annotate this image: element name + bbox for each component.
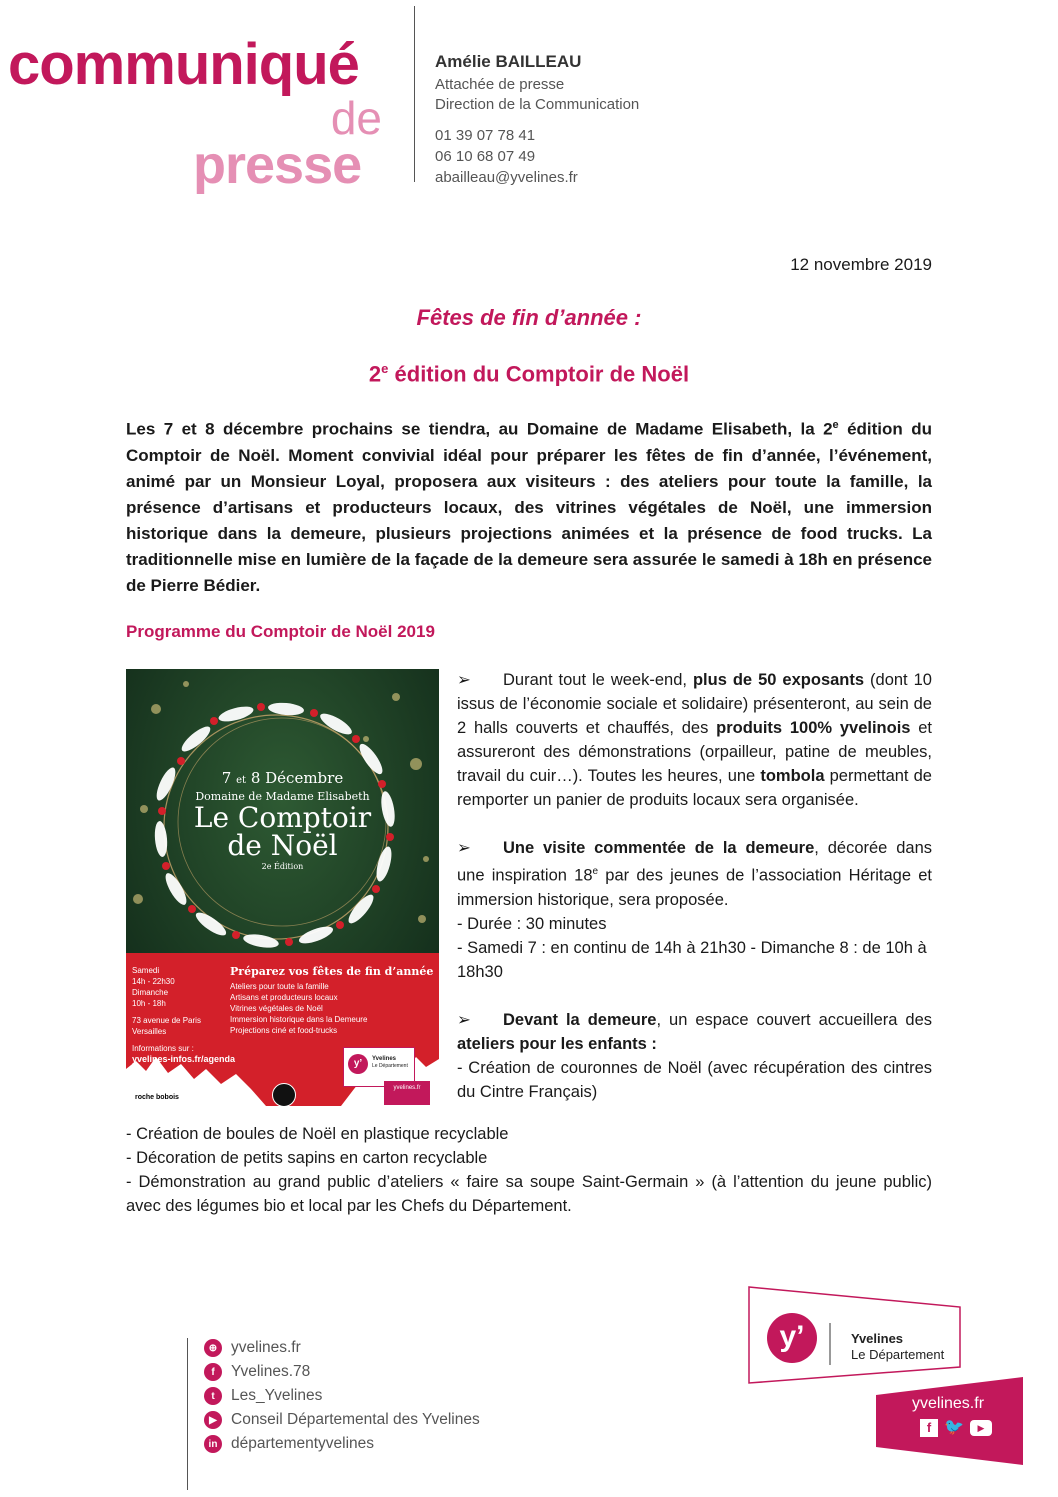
program-item-exhibitors: ➢ Durant tout le week-end, plus de 50 exposants (dont 10 issus de l’économie sociale et solidaire) présenteront, au sein de 2 halls couverts et chauffés, des produits 100% yvelinois et assureront des démonstrations (orpailleur, patine de meubles, travail du cuir…). Toutes les heures, une tombola permettant de remporter un panier de produits locaux sera organisée. [457, 668, 932, 812]
poster-url-tab: yvelines.fr [384, 1081, 430, 1105]
social-facebook[interactable] [204, 1360, 310, 1384]
poster-partner-logo [272, 1083, 296, 1106]
document-date: 12 novembre 2019 [790, 255, 932, 274]
youtube-icon: ▶ [204, 1411, 222, 1429]
event-poster [126, 669, 439, 1106]
twitter-icon: 🐦 [944, 1419, 964, 1436]
poster-badge-logo-icon: y’ [348, 1054, 368, 1074]
logo-word-communique: communiqué [8, 32, 359, 97]
tour-duration: - Durée : 30 minutes [457, 914, 607, 933]
poster-schedule-line: Versailles [132, 1027, 167, 1036]
workshop-item: - Création de boules de Noël en plastique recyclable [126, 1125, 509, 1143]
social-website[interactable] [204, 1336, 301, 1360]
contact-department: Direction de la Communication [435, 96, 640, 113]
program-item-guided-tour: ➢ Une visite commentée de la demeure, décorée dans une inspiration 18e par des jeunes de l’association Héritage et immersion historique, sera proposée. [457, 836, 932, 912]
youtube-icon: ▶ [970, 1420, 992, 1436]
document-title-line-2: 2e édition du Comptoir de Noël [368, 361, 690, 387]
poster-title-1: Le Comptoir [193, 801, 372, 834]
program-item-workshops: ➢ Devant la demeure, un espace couvert accueillera des ateliers pour les enfants : [457, 1008, 932, 1056]
poster-schedule-line: Samedi [132, 966, 160, 975]
social-label: départementyvelines [231, 1435, 375, 1452]
poster-activity: Projections ciné et food-trucks [230, 1026, 338, 1035]
contact-role: Attachée de presse [435, 76, 565, 93]
bullet-arrow-icon: ➢ [457, 1010, 471, 1029]
social-label: Les_Yvelines [231, 1387, 323, 1404]
footer-divider [187, 1338, 188, 1490]
document-title-line-1: Fêtes de fin d’année : [416, 305, 642, 330]
workshop-item: - Démonstration au grand public d’ateliers « faire sa soupe Saint-Germain » (à l’attention du jeune public) avec des légumes bio et local par les Chefs du Département. [126, 1173, 932, 1215]
poster-schedule-line: 73 avenue de Paris [132, 1016, 201, 1025]
poster-schedule-line: Dimanche [132, 988, 169, 997]
poster-artwork [126, 669, 439, 1106]
poster-schedule [132, 965, 212, 1037]
logo-word-presse: presse [193, 135, 362, 195]
header-divider [414, 6, 415, 182]
brand-url: yvelines.fr [912, 1395, 985, 1412]
yvelines-brand-card [747, 1285, 962, 1385]
social-twitter[interactable] [204, 1384, 322, 1408]
bullet-arrow-icon: ➢ [457, 839, 471, 857]
poster-info-label: Informations sur : [132, 1044, 194, 1053]
contact-name: Amélie BAILLEAU [435, 52, 582, 71]
poster-schedule-line: 14h - 22h30 [132, 977, 175, 986]
social-label: Conseil Départemental des Yvelines [231, 1411, 480, 1428]
bullet-arrow-icon: ➢ [457, 671, 471, 689]
poster-activity: Ateliers pour toute la famille [230, 982, 329, 991]
workshop-list-continued [126, 1122, 932, 1218]
brand-social-icons [920, 1419, 992, 1437]
contact-email[interactable]: abailleau@yvelines.fr [435, 169, 578, 186]
poster-heading: Préparez vos fêtes de fin d’année [230, 965, 434, 978]
facebook-icon: f [920, 1419, 938, 1437]
workshop-item: - Décoration de petits sapins en carton recyclable [126, 1149, 488, 1167]
brand-name: Yvelines [851, 1331, 904, 1346]
poster-info-url: yvelines-infos.fr/agenda [132, 1054, 236, 1064]
globe-icon: ⊕ [204, 1339, 222, 1357]
poster-badge-name: Yvelines [372, 1056, 397, 1062]
linkedin-icon: in [204, 1435, 222, 1453]
social-label: yvelines.fr [231, 1339, 301, 1356]
yvelines-logo-icon: y’ [767, 1313, 817, 1363]
tour-schedule: - Samedi 7 : en continu de 14h à 21h30 - Dimanche 8 : de 10h à 18h30 [457, 938, 927, 981]
poster-edition: 2e Édition [261, 862, 304, 871]
program-heading: Programme du Comptoir de Noël 2019 [126, 622, 435, 641]
yvelines-url-tab[interactable] [876, 1377, 1023, 1465]
social-linkedin[interactable] [204, 1432, 374, 1456]
contact-phone-1: 01 39 07 78 41 [435, 127, 536, 144]
twitter-icon: t [204, 1387, 222, 1405]
poster-activity: Immersion historique dans la Demeure [230, 1015, 368, 1024]
social-youtube[interactable] [204, 1408, 480, 1432]
poster-activity: Artisans et producteurs locaux [230, 993, 338, 1002]
intro-paragraph: Les 7 et 8 décembre prochains se tiendra, au Domaine de Madame Elisabeth, la 2e édition du Comptoir de Noël. Moment convivial idéal pour préparer les fêtes de fin d’année, l’événement, animé par un Monsieur Loyal, proposera aux visiteurs : des ateliers pour toute la famille, la présence d’artisans et producteurs locaux, des vitrines végétales de Noël, une immersion historique dans la demeure, plusieurs projections animées et la présence de food trucks. La traditionnelle mise en lumière de la façade de la demeure sera assurée le samedi à 18h en présence de Pierre Bédier. [126, 419, 932, 595]
poster-badge-subtitle: Le Département [372, 1063, 408, 1069]
brand-subtitle: Le Département [851, 1347, 945, 1362]
facebook-icon: f [204, 1363, 222, 1381]
poster-activity: Vitrines végétales de Noël [230, 1004, 323, 1013]
poster-venue: Domaine de Madame Elisabeth [195, 790, 370, 803]
contact-phone-2: 06 10 68 07 49 [435, 148, 536, 165]
social-label: Yvelines.78 [231, 1363, 311, 1380]
logo-word-de: de [330, 92, 382, 144]
workshop-item: - Création de couronnes de Noël (avec récupération des cintres du Cintre Français) [457, 1058, 932, 1101]
poster-schedule-line: 10h - 18h [132, 999, 166, 1008]
poster-title-2: de Noël [227, 829, 338, 862]
poster-info [132, 1043, 235, 1065]
poster-dates: 7 et 8 Décembre [221, 769, 344, 787]
program-details [457, 668, 932, 1104]
poster-activities [230, 965, 435, 1036]
poster-sponsor-logo: roche bobois [132, 1093, 182, 1102]
